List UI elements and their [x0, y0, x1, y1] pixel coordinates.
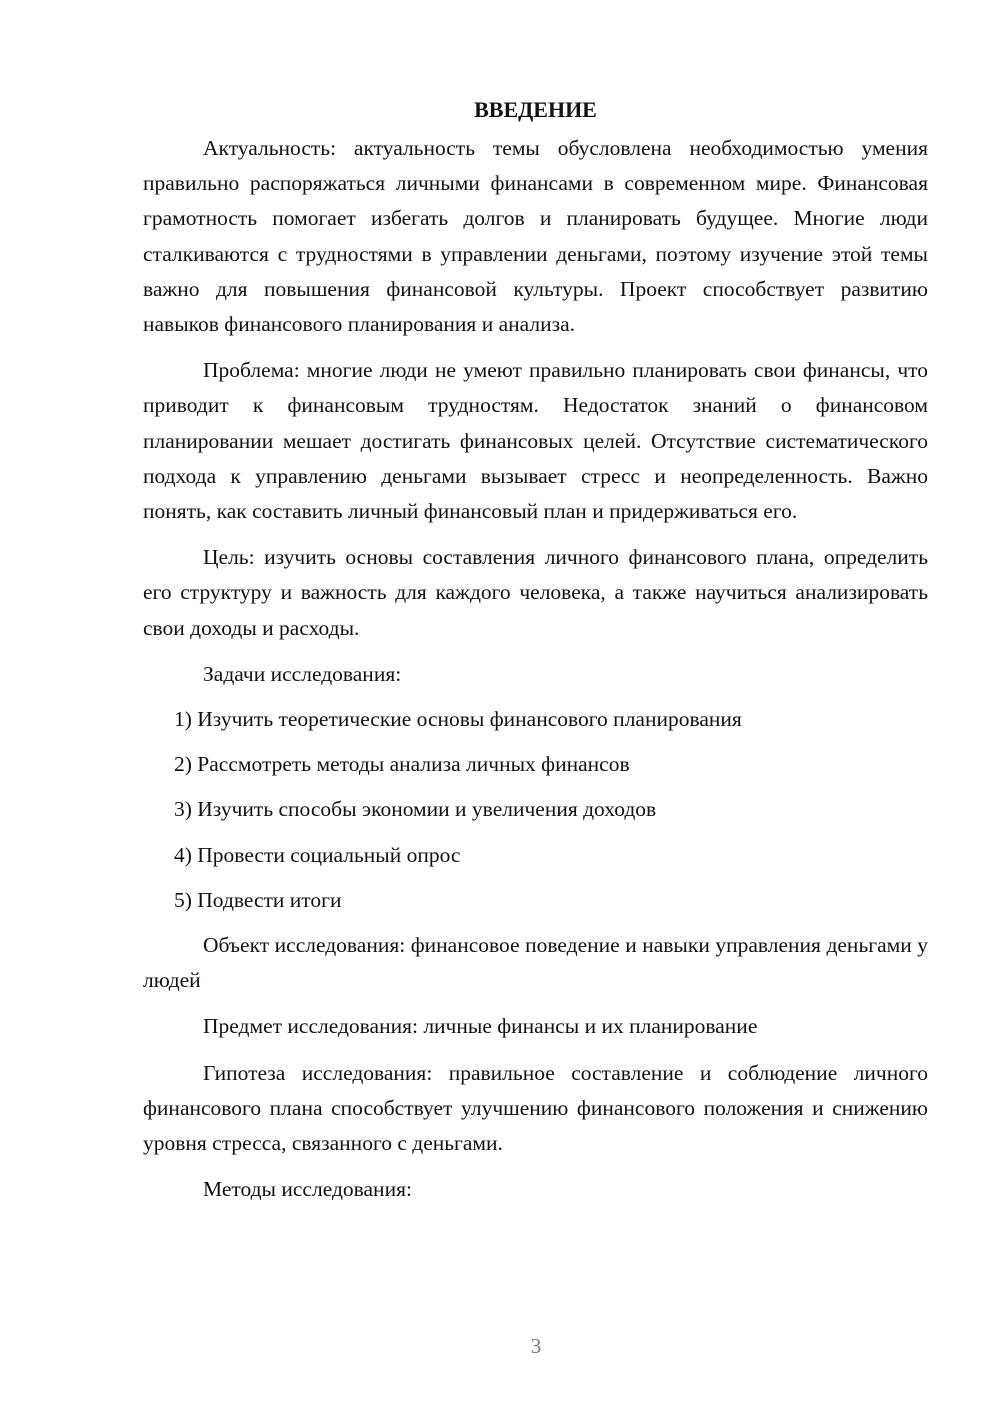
object-paragraph: Объект исследования: финансовое поведение и навыки управления деньгами у людей [143, 933, 928, 993]
subject-paragraph: Предмет исследования: личные финансы и их планирование [203, 1014, 758, 1039]
problem-paragraph: Проблема: многие люди не умеют правильно планировать свои финансы, что приводит к финансовым трудностям. Недостаток знаний о финансовом планировании мешает достигать финансовых целей. Отсутствие систематического подхода к управлению деньгами вызывает стресс и неопределенность. Важно понять, как составить личный финансовый план и придерживаться его. [143, 358, 928, 524]
task-item: 3) Изучить способы экономии и увеличения доходов [174, 797, 657, 822]
tasks-heading: Задачи исследования: [203, 661, 402, 686]
page-title: ВВЕДЕНИЕ [474, 97, 597, 122]
task-item: 5) Подвести итоги [174, 887, 342, 912]
goal-paragraph: Цель: изучить основы составления личного финансового плана, определить его структуру и важность для каждого человека, а также научиться анализировать свои доходы и расходы. [143, 545, 928, 640]
methods-heading: Методы исследования: [203, 1177, 412, 1202]
page-number: 3 [530, 1334, 542, 1358]
relevance-paragraph: Актуальность: актуальность темы обусловлена необходимостью умения правильно распоряжаться личными финансами в современном мире. Финансовая грамотность помогает избегать долгов и планировать будущее. Многие люди сталкиваются с трудностями в управлении деньгами, поэтому изучение этой темы важно для повышения финансовой культуры. Проект способствует развитию навыков финансового планирования и анализа. [143, 136, 928, 337]
hypothesis-paragraph: Гипотеза исследования: правильное составление и соблюдение личного финансового плана способствует улучшению финансового положения и снижению уровня стресса, связанного с деньгами. [143, 1060, 928, 1156]
task-item: 2) Рассмотреть методы анализа личных финансов [174, 752, 630, 777]
document-page [143, 92, 928, 1218]
tasks-list [143, 702, 928, 918]
task-item: 4) Провести социальный опрос [174, 842, 461, 867]
task-item: 1) Изучить теоретические основы финансового планирования [174, 707, 742, 732]
